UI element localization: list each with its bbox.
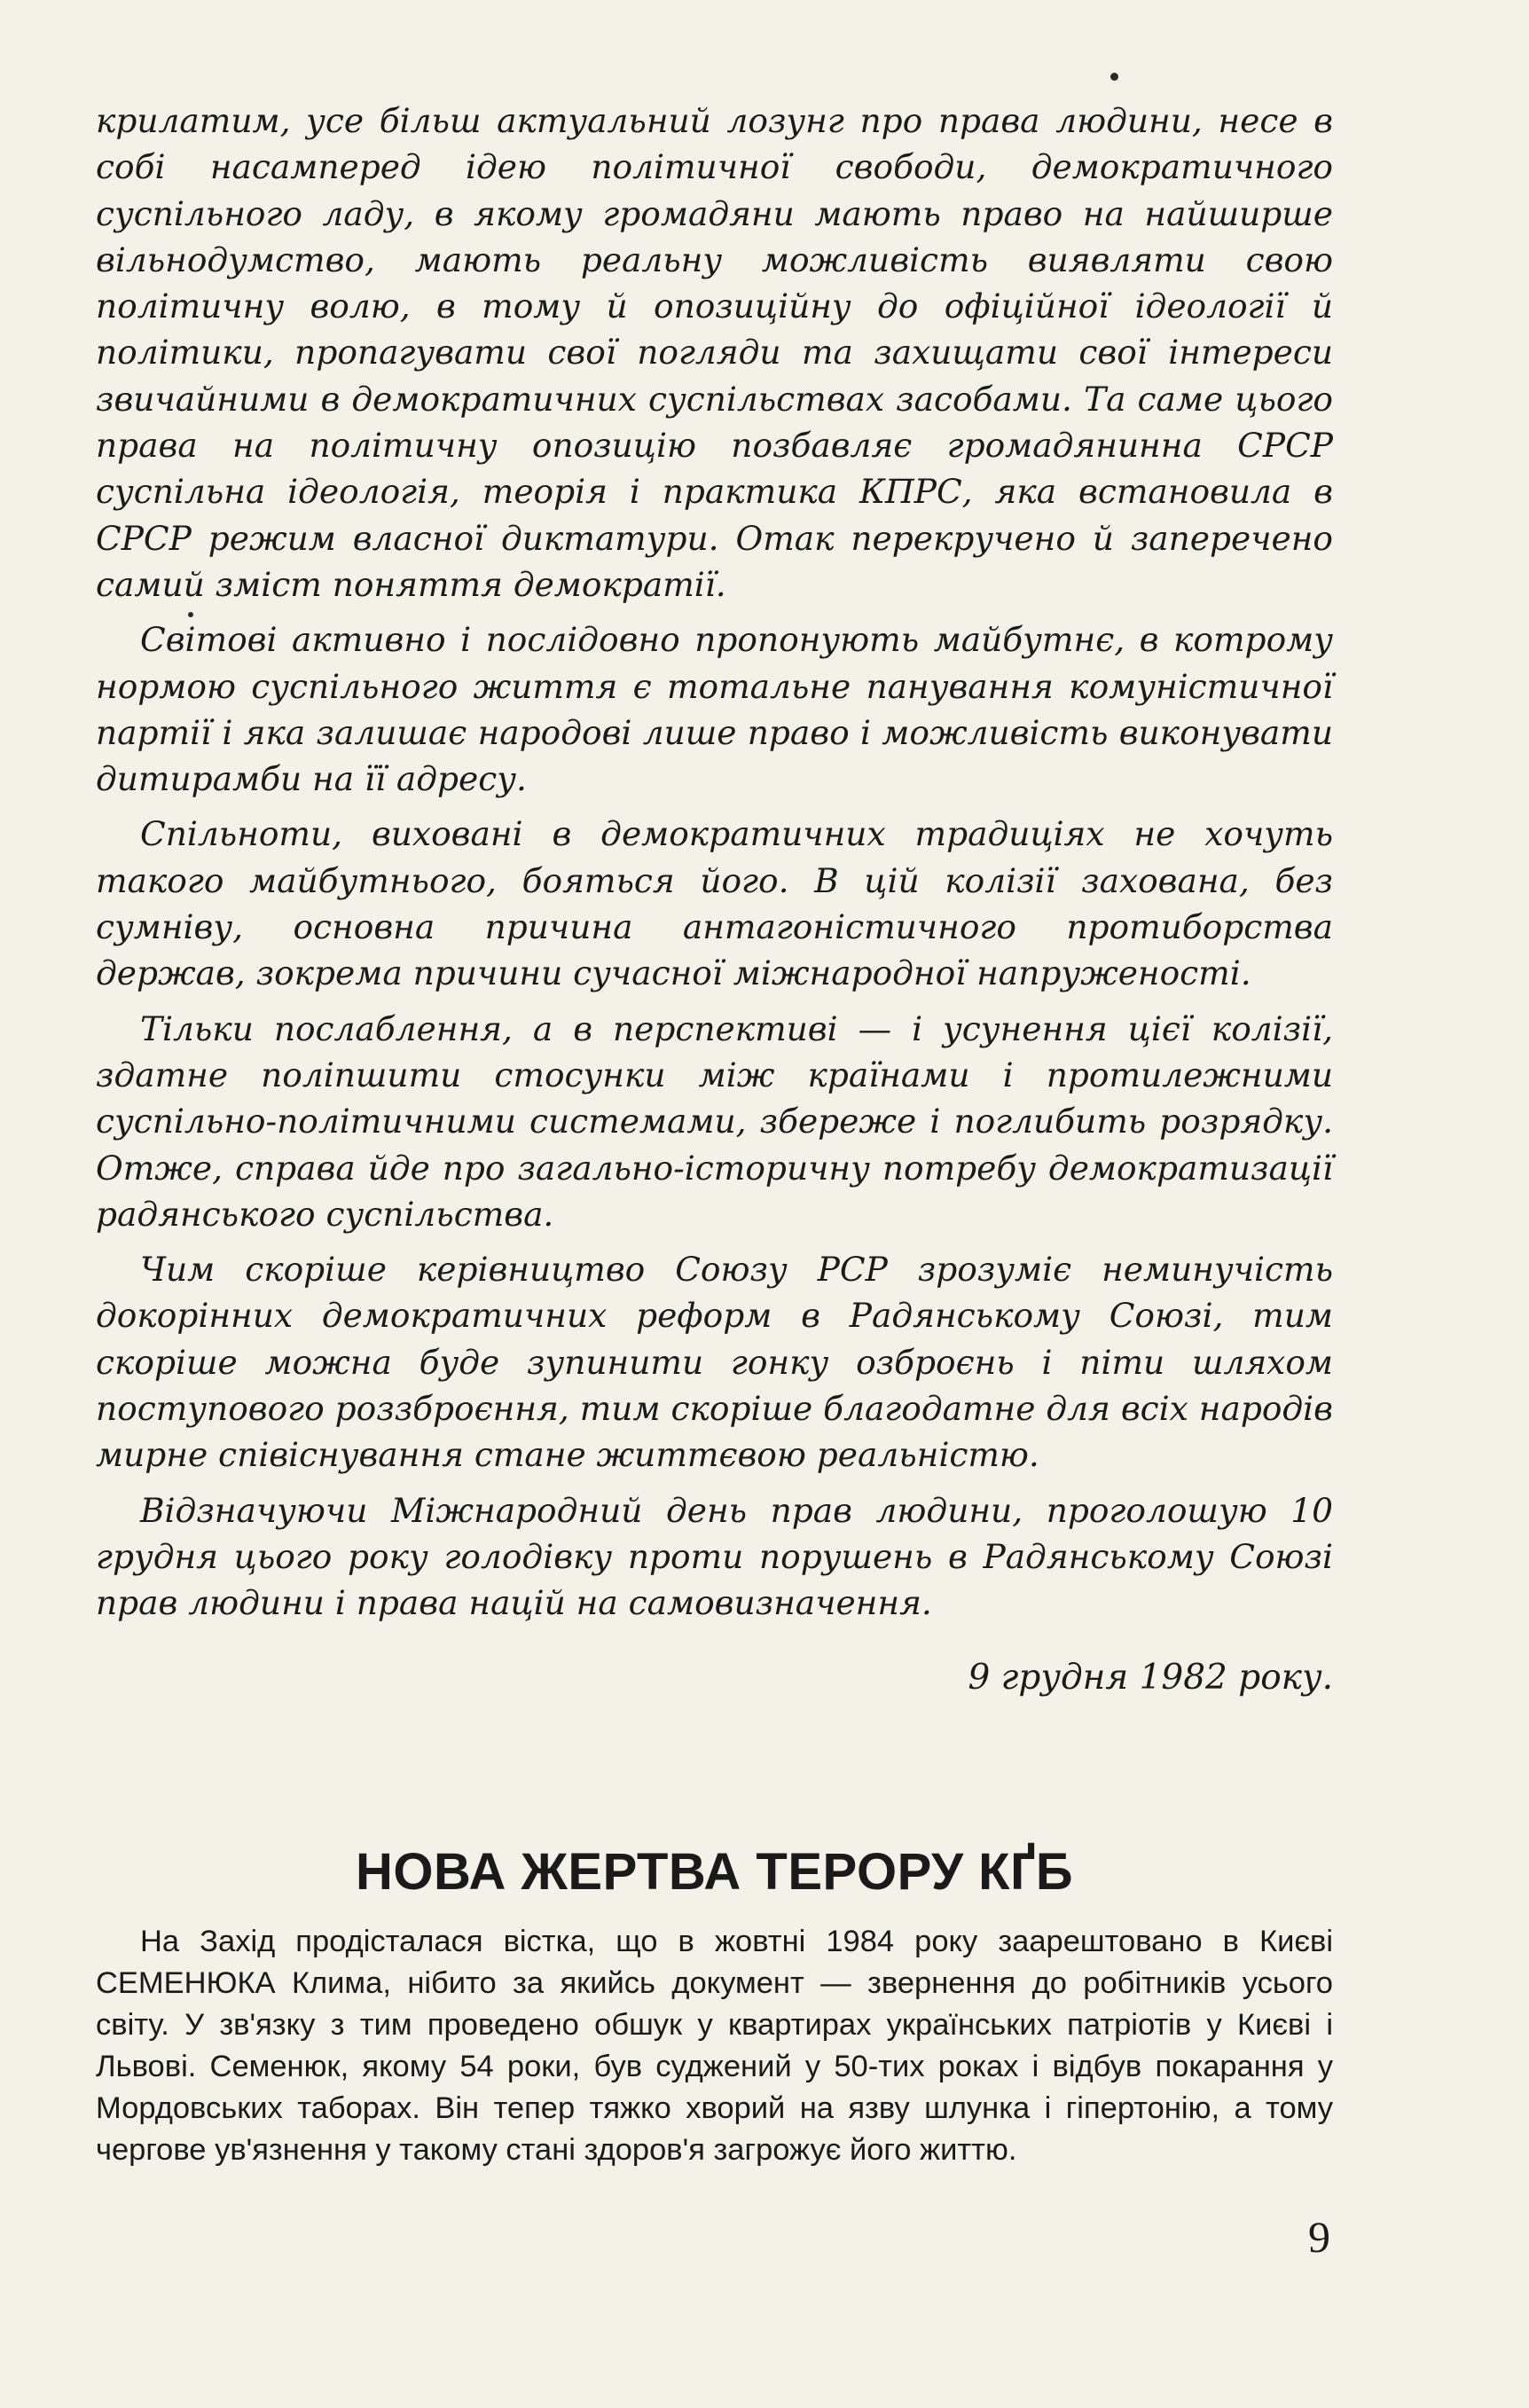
ink-speck: [1110, 73, 1118, 81]
article-headline: НОВА ЖЕРТВА ТЕРОРУ КҐБ: [355, 1843, 1074, 1901]
paragraph-3: Спільноти, виховані в демократичних традиціях не хочуть такого майбутнього, бояться його. В цій колізії захована, без сумніву, основна причина антагоністичного протиборства держав, зокрема причини сучасної міжнародної напруженості.: [96, 814, 1333, 993]
statement-text: [96, 98, 1333, 1635]
paragraph-2: Світові активно і послідовно пропонують майбутнє, в котрому нормою суспільного життя є тотальне панування комуністичної партії і яка залишає народові лише право і можливість виконувати дитирамби на її адресу.: [96, 620, 1333, 799]
statement-date: 9 грудня 1982 року.: [968, 1658, 1333, 1698]
paragraph-6: Відзначуючи Міжнародний день прав людини, проголошую 10 грудня цього року голодівку проти порушень в Радянському Союзі прав людини і права націй на самовизначення.: [96, 1490, 1333, 1623]
article-text: На Захід продісталася вістка, що в жовтні 1984 року заарештовано в Києві СЕМЕНЮКА Клима, нібито за якийсь документ — звернення до робітників усього світу. У зв'язку з тим проведено обшук у квартирах українських патріотів у Києві і Львові. Семенюк, якому 54 роки, був суджений у 50-тих роках і відбув покарання у Мордовських таборах. Він тепер тяжко хворий на язву шлунка і гіпертонію, а тому чергове ув'язнення у такому стані здоров'я загрожує його життю.: [96, 1925, 1333, 2167]
page-number: 9: [1308, 2212, 1330, 2262]
paragraph-4: Тільки послаблення, а в перспективі — і усунення цієї колізії, здатне поліпшити стосунки між країнами і протилежними суспільно-політичними системами, збереже і поглибить розрядку. Отже, справа йде про загально-історичну потребу демократизації радянського суспільства.: [96, 1008, 1333, 1234]
paragraph-5: Чим скоріше керівництво Союзу РСР зрозуміє неминучість докорінних демократичних реформ в Радянському Союзі, тим скоріше можна буде зупинити гонку озброєнь і піти шляхом поступового роззброєння, тим скоріше благодатне для всіх народів мирне співіснування стане життєвою реальністю.: [96, 1250, 1333, 1475]
paragraph-1: крилатим, усе більш актуальний лозунг про права людини, несе в собі насамперед ідею політичної свободи, демократичного суспільного ладу, в якому громадяни мають право на найширше вільнодумство, мають реальну можливість виявляти свою політичну волю, в тому й опозиційну до офіційної ідеології й політики, пропагувати свої погляди та захищати свої інтереси звичайними в демократичних суспільствах засобами. Та саме цього права на політичну опозицію позбавляє громадянинна СРСР суспільна ідеологія, теорія і практика КПРС, яка встановила в СРСР режим власної диктатури. Отак перекручено й заперечено самий зміст поняття демократії.: [96, 101, 1333, 604]
